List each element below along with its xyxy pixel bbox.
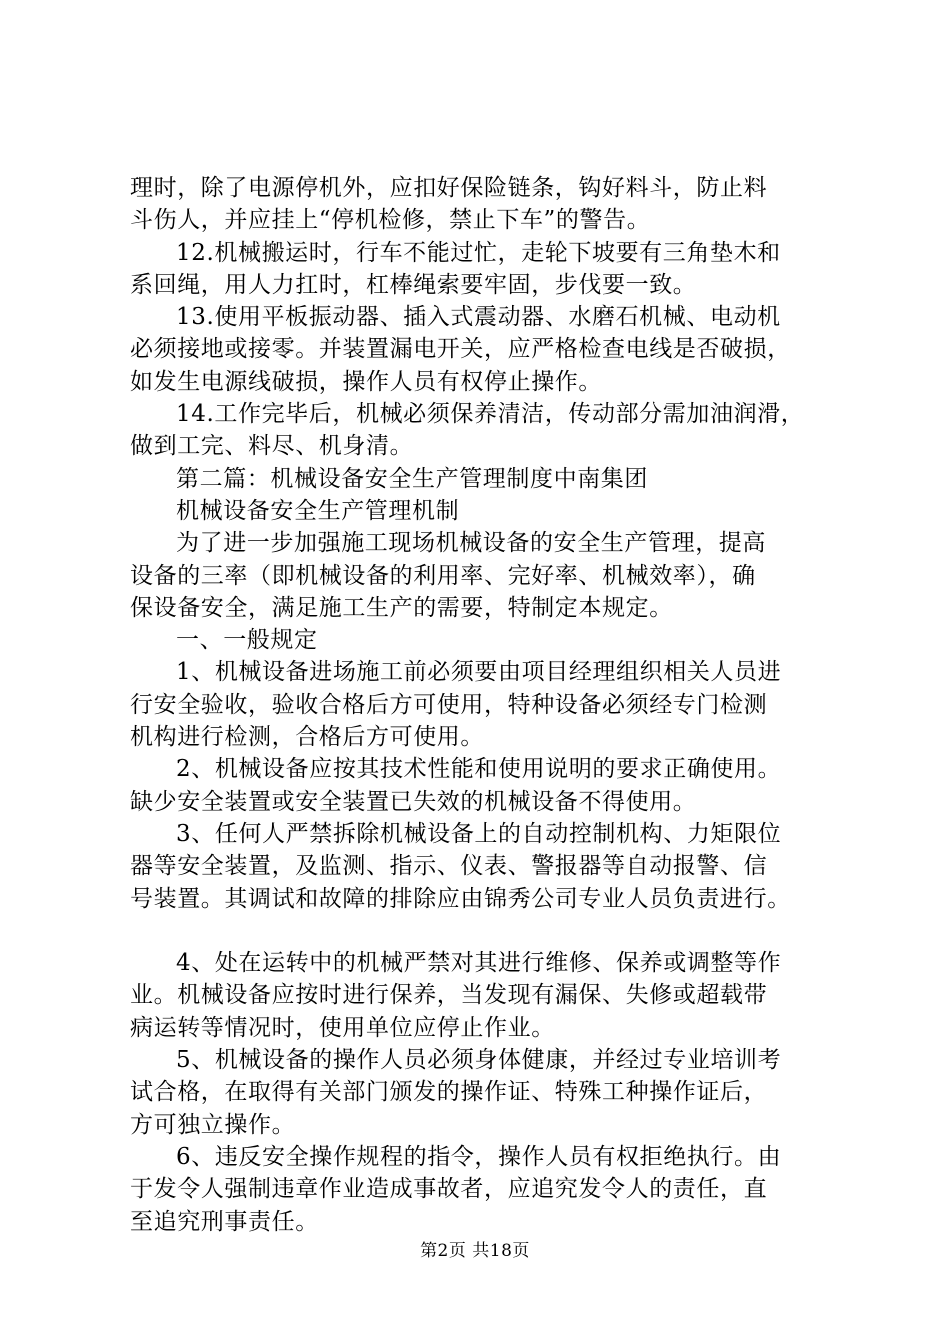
text-line: 于发令人强制违章作业造成事故者，应追究发令人的责任，直 — [130, 1176, 768, 1203]
text-line: 业。机械设备应按时进行保养，当发现有漏保、失修或超载带 — [130, 982, 768, 1009]
text-line: 缺少安全装置或安全装置已失效的机械设备不得使用。 — [130, 788, 697, 815]
text-line: 13.使用平板振动器、插入式震动器、水磨石机械、电动机 — [176, 304, 781, 331]
text-line: 5、机械设备的操作人员必须身体健康，并经过专业培训考 — [176, 1047, 782, 1074]
text-line: 号装置。其调试和故障的排除应由锦秀公司专业人员负责进行。 — [130, 885, 791, 912]
text-line: 2、机械设备应按其技术性能和使用说明的要求正确使用。 — [176, 756, 782, 783]
text-line: 12.机械搬运时，行车不能过忙，走轮下坡要有三角垫木和 — [176, 239, 781, 266]
text-line: 如发生电源线破损，操作人员有权停止操作。 — [130, 368, 602, 395]
text-line: 3、任何人严禁拆除机械设备上的自动控制机构、力矩限位 — [176, 820, 782, 847]
text-line: 理时，除了电源停机外，应扣好保险链条，钩好料斗，防止料 — [130, 175, 768, 201]
text-line: 方可独立操作。 — [130, 1111, 296, 1138]
clause-heading: 一、一般规定 — [176, 627, 318, 654]
text-line: 做到工完、料尽、机身清。 — [130, 433, 414, 460]
text-line: 系回绳，用人力扛时，杠棒绳索要牢固，步伐要一致。 — [130, 271, 697, 298]
page-number-footer: 第2页 共18页 — [420, 1241, 530, 1261]
text-line: 必须接地或接零。并装置漏电开关，应严格检查电线是否破损， — [130, 336, 791, 363]
text-line: 保设备安全，满足施工生产的需要，特制定本规定。 — [130, 594, 673, 621]
text-line: 6、违反安全操作规程的指令，操作人员有权拒绝执行。由 — [176, 1143, 782, 1170]
text-line: 器等安全装置，及监测、指示、仪表、警报器等自动报警、信 — [130, 853, 768, 880]
text-line: 为了进一步加强施工现场机械设备的安全生产管理，提高 — [176, 530, 766, 557]
document-body — [130, 172, 846, 1238]
text-line: 斗伤人，并应挂上“停机检修，禁止下车”的警告。 — [130, 207, 651, 234]
section-subheading: 机械设备安全生产管理机制 — [176, 497, 460, 524]
text-line: 至追究刑事责任。 — [130, 1208, 319, 1235]
text-line: 1、机械设备进场施工前必须要由项目经理组织相关人员进 — [176, 659, 782, 686]
text-line: 4、处在运转中的机械严禁对其进行维修、保养或调整等作 — [176, 950, 782, 977]
text-line: 病运转等情况时，使用单位应停止作业。 — [130, 1014, 555, 1041]
text-line: 14.工作完毕后，机械必须保养清洁，传动部分需加油润滑， — [176, 401, 805, 428]
text-line: 试合格，在取得有关部门颁发的操作证、特殊工种操作证后， — [130, 1079, 768, 1106]
text-line: 行安全验收，验收合格后方可使用，特种设备必须经专门检测 — [130, 691, 768, 718]
text-line: 机构进行检测，合格后方可使用。 — [130, 724, 484, 751]
blank-line — [130, 915, 846, 947]
section-heading: 第二篇：机械设备安全生产管理制度中南集团 — [176, 465, 648, 492]
text-line: 设备的三率（即机械设备的利用率、完好率、机械效率），确 — [130, 562, 756, 589]
